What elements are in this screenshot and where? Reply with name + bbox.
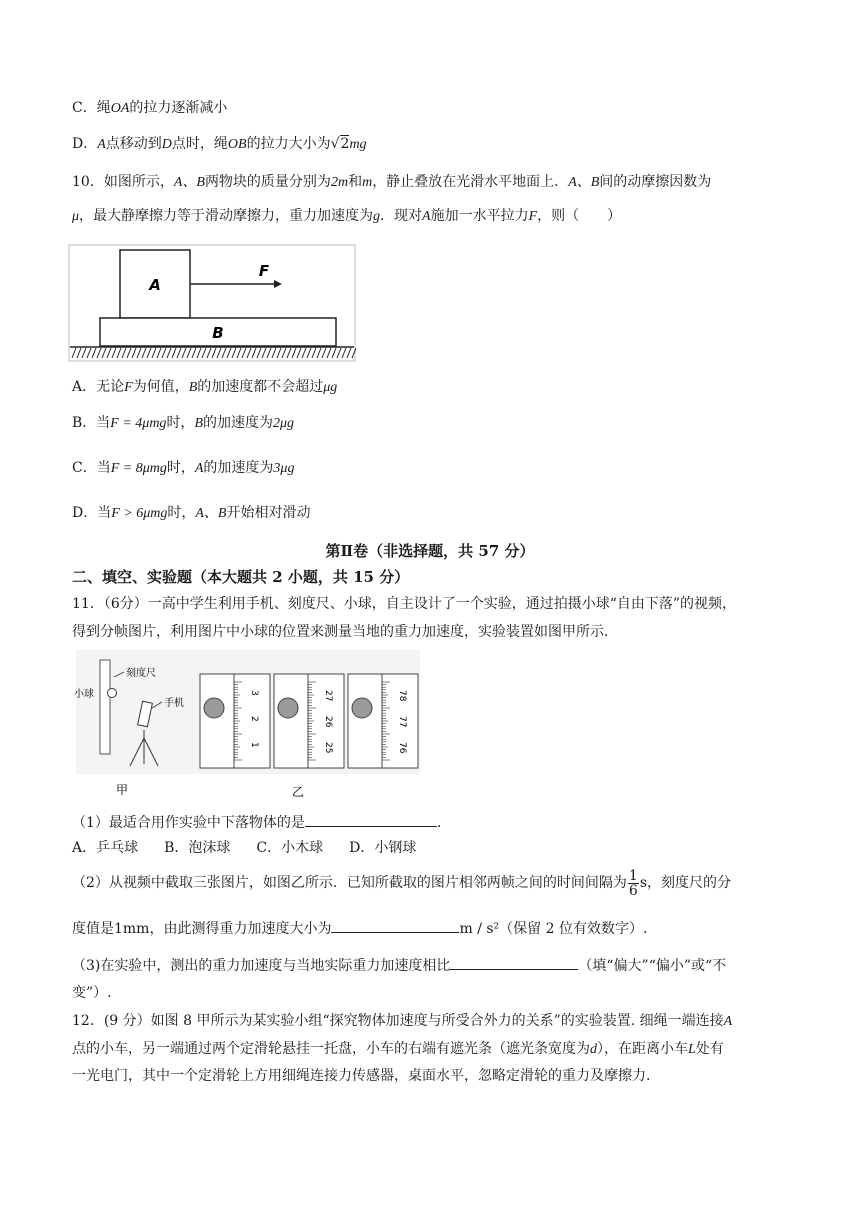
q12-text: ），在距离小车 — [597, 1041, 688, 1057]
q11-stem-line2: 得到分帧图片，利用图片中小球的位置来测量当地的重力加速度，实验装置如图甲所示． — [72, 624, 618, 640]
q9-option-d — [72, 134, 367, 155]
choice-d: D．小钢球 — [349, 840, 417, 856]
q10-option-a — [72, 377, 337, 398]
option-label: C．当 — [72, 460, 111, 476]
hatch-line — [222, 348, 226, 358]
q10-option-c — [72, 458, 294, 479]
math-var: F — [528, 209, 538, 224]
hatch-line — [187, 348, 191, 358]
hatch-line — [312, 348, 316, 358]
math-var: mg — [349, 137, 367, 152]
q10-stem-line1 — [72, 172, 711, 193]
hatch-line — [212, 348, 216, 358]
hatch-line — [287, 348, 291, 358]
q12-line2 — [72, 1039, 724, 1060]
ball-image — [352, 698, 372, 718]
sub3-text: （填“偏大”“偏小”或“不 — [578, 958, 727, 974]
stem-text: ．现对 — [380, 208, 423, 224]
ruler-tick-label: 3 — [249, 690, 259, 696]
hatch-line — [112, 348, 116, 358]
hatch-line — [202, 348, 206, 358]
math-expr: μg — [323, 380, 338, 395]
hatch-line — [242, 348, 246, 358]
math-var: A — [422, 209, 431, 224]
caption-jia: 甲 — [115, 783, 129, 797]
option-text: 的拉力逐渐减小 — [129, 100, 228, 116]
section-title: 第Ⅱ卷（非选择题，共 57 分） — [325, 542, 535, 560]
block-a-label: A — [149, 276, 161, 294]
math-var: OA — [110, 101, 130, 116]
hatch-line — [142, 348, 146, 358]
hatch-line — [132, 348, 136, 358]
q12-line3: 一光电门，其中一个定滑轮上方用细绳连接力传感器，桌面水平，忽略定滑轮的重力及摩擦力. — [72, 1068, 651, 1084]
ball-image — [204, 698, 224, 718]
option-text: 的加速度为 — [203, 415, 273, 431]
hatch-line — [282, 348, 286, 358]
frames-panels — [200, 674, 418, 768]
frame-panel — [200, 674, 270, 768]
hatch-line — [232, 348, 236, 358]
q12-text: 处有 — [695, 1041, 724, 1057]
math-var: B — [188, 380, 198, 395]
math-var: A、B — [173, 175, 205, 190]
choice-a: A．乒乓球 — [72, 840, 139, 856]
option-text: 时， — [166, 460, 195, 476]
stem-text: ，则（ ） — [537, 208, 622, 224]
hatch-line — [102, 348, 106, 358]
math-var: A — [723, 1014, 733, 1029]
sub2-text: （2）从视频中截取三张图片，如图乙所示．已知所截取的图片相邻两帧之间的时间间隔为 — [72, 875, 627, 891]
q11-sub3-cont: 变”）. — [72, 985, 112, 1001]
stem-text: 和 — [348, 174, 363, 190]
ground-hatching — [72, 348, 356, 358]
ball-label: 小球 — [74, 689, 94, 700]
hatch-line — [307, 348, 311, 358]
hatch-line — [327, 348, 331, 358]
stem-text: ，最大静摩擦力等于滑动摩擦力，重力加速度为 — [79, 208, 374, 224]
option-label: C．绳 — [72, 100, 111, 116]
math-var: μ — [72, 209, 80, 224]
hatch-line — [277, 348, 281, 358]
force-arrowhead — [274, 280, 282, 288]
q11-figure — [72, 646, 422, 802]
q12-text: 点的小车，另一端通过两个定滑轮悬挂一托盘，小车的右端有遮光条（遮光条宽度为 — [72, 1041, 590, 1057]
math-var: B — [194, 416, 203, 431]
fraction-denominator: 6 — [628, 882, 638, 899]
hatch-line — [317, 348, 321, 358]
ruler-tick-label: 2 — [249, 716, 259, 722]
math-var: D — [161, 137, 172, 152]
fraction — [628, 869, 639, 898]
math-var: 2m — [330, 175, 349, 190]
q12-text: 12．(9 分）如图 8 甲所示为某实验小组“探究物体加速度与所受合外力的关系”的实验装置. 细绳一端连接 — [72, 1013, 724, 1029]
hatch-line — [262, 348, 266, 358]
caption-yi: 乙 — [291, 785, 305, 799]
math-var: d — [590, 1042, 597, 1057]
option-label: D． — [72, 136, 98, 152]
hatch-line — [87, 348, 91, 358]
sqrt-value: 2 — [340, 136, 350, 152]
sub2-text: ，刻度尺的分 — [647, 875, 732, 891]
frame-panel — [274, 674, 344, 768]
hatch-line — [97, 348, 101, 358]
option-text: 点时，绳 — [171, 136, 228, 152]
hatch-line — [82, 348, 86, 358]
ball-image — [278, 698, 298, 718]
hatch-line — [252, 348, 256, 358]
hatch-line — [302, 348, 306, 358]
hatch-line — [207, 348, 211, 358]
stem-text: ，静止叠放在光滑水平地面上． — [372, 174, 569, 190]
hatch-line — [122, 348, 126, 358]
math-var: L — [688, 1042, 696, 1057]
math-var: A — [194, 461, 204, 476]
answer-blank[interactable] — [331, 918, 459, 933]
stem-text: 两物块的质量分别为 — [204, 174, 331, 190]
option-text: 时， — [166, 415, 195, 431]
option-text: 的拉力大小为 — [246, 136, 331, 152]
hatch-line — [72, 348, 76, 358]
part-heading: 二、填空、实验题（本大题共 2 小题，共 15 分） — [72, 568, 410, 586]
option-text: 的加速度都不会超过 — [197, 379, 324, 395]
hatch-line — [197, 348, 201, 358]
hatch-line — [177, 348, 181, 358]
unit: m / s² — [459, 921, 500, 937]
hatch-line — [152, 348, 156, 358]
q11-sub3 — [72, 955, 726, 976]
math-expr: F = 4μmg — [110, 416, 167, 431]
math-var: F — [124, 380, 133, 395]
sub2-text: （保留 2 位有效数字）. — [499, 921, 648, 937]
option-text: 时， — [167, 505, 196, 521]
hatch-line — [167, 348, 171, 358]
q10-option-d — [72, 503, 310, 524]
math-expr: 3μg — [273, 461, 295, 476]
q10-option-b — [72, 413, 294, 434]
q10-block-figure — [68, 244, 358, 364]
sub3-text: （3)在实验中，测出的重力加速度与当地实际重力加速度相比 — [72, 958, 451, 974]
hatch-line — [237, 348, 241, 358]
q11-sub2 — [72, 868, 731, 898]
hatch-line — [192, 348, 196, 358]
option-label: B．当 — [72, 415, 111, 431]
q9-option-c — [72, 98, 227, 119]
hatch-line — [292, 348, 296, 358]
math-var: OB — [227, 137, 247, 152]
ruler-tick-label: 77 — [397, 716, 407, 728]
ruler-tick-label: 1 — [249, 742, 259, 748]
q11-sub1 — [72, 812, 441, 833]
ruler-tick-label: 78 — [397, 690, 407, 702]
hatch-line — [267, 348, 271, 358]
ruler-tick-label: 25 — [323, 742, 333, 754]
math-var: A — [97, 137, 106, 152]
hatch-line — [92, 348, 96, 358]
hatch-line — [107, 348, 111, 358]
math-var: A、B — [568, 175, 600, 190]
hatch-line — [322, 348, 326, 358]
q10-stem-line2 — [72, 206, 621, 227]
sub1-text: （1）最适合用作实验中下落物体的是 — [72, 815, 305, 831]
value: 1mm — [114, 921, 150, 937]
phone-label: 手机 — [164, 698, 184, 709]
block-b-label: B — [212, 324, 224, 342]
ruler-label: 刻度尺 — [126, 668, 156, 679]
hatch-line — [77, 348, 81, 358]
fraction-numerator: 1 — [628, 867, 638, 884]
ruler-tick-label: 76 — [397, 742, 407, 754]
hatch-line — [337, 348, 341, 358]
hatch-line — [332, 348, 336, 358]
hatch-line — [157, 348, 161, 358]
math-expr: F > 6μmg — [111, 506, 168, 521]
math-var: g — [373, 209, 381, 224]
answer-blank[interactable] — [450, 955, 578, 970]
q11-choices — [72, 838, 442, 858]
math-expr: F = 8μmg — [110, 461, 167, 476]
hatch-line — [342, 348, 346, 358]
sqrt-symbol: √ — [330, 136, 340, 152]
frame-panel — [348, 674, 418, 768]
ruler-tick-label: 27 — [323, 690, 333, 702]
hatch-line — [162, 348, 166, 358]
math-expr: 2μg — [273, 416, 295, 431]
sub1-end: . — [436, 815, 442, 831]
sub2-text: 度值是 — [72, 921, 114, 937]
math-var: A、B — [195, 506, 227, 521]
option-label: D．当 — [72, 505, 112, 521]
math-var: m — [362, 175, 373, 190]
hatch-line — [127, 348, 131, 358]
stem-text: 间的动摩擦因数为 — [599, 174, 712, 190]
stem-text: 施加一水平拉力 — [430, 208, 529, 224]
hatch-line — [227, 348, 231, 358]
unit: s — [639, 875, 648, 891]
hatch-line — [297, 348, 301, 358]
choice-c: C．小木球 — [256, 840, 324, 856]
ruler-tick-label: 26 — [323, 716, 333, 728]
option-label: A．无论 — [72, 379, 125, 395]
option-text: 为何值， — [132, 379, 189, 395]
q12-line1 — [72, 1011, 732, 1032]
choice-b: B．泡沫球 — [164, 840, 231, 856]
hatch-line — [257, 348, 261, 358]
hatch-line — [117, 348, 121, 358]
hatch-line — [217, 348, 221, 358]
hatch-line — [147, 348, 151, 358]
hatch-line — [137, 348, 141, 358]
answer-blank[interactable] — [305, 812, 437, 827]
hatch-line — [172, 348, 176, 358]
ruler-stand — [100, 660, 110, 754]
option-text: 的加速度为 — [203, 460, 274, 476]
sub2-text: ，由此测得重力加速度大小为 — [149, 921, 332, 937]
option-text: 开始相对滑动 — [226, 505, 311, 521]
hatch-line — [272, 348, 276, 358]
q11-stem-line1: 11．（6分）一高中学生利用手机、刻度尺、小球，自主设计了一个实验，通过拍摄小球“自由下落”的视频， — [72, 596, 737, 612]
hatch-line — [182, 348, 186, 358]
hatch-line — [347, 348, 351, 358]
ball-icon — [108, 689, 117, 698]
force-label: F — [258, 262, 270, 280]
stem-text: 10．如图所示， — [72, 174, 174, 190]
hatch-line — [247, 348, 251, 358]
option-text: 点移动到 — [105, 136, 162, 152]
q11-sub2-cont — [72, 918, 647, 939]
